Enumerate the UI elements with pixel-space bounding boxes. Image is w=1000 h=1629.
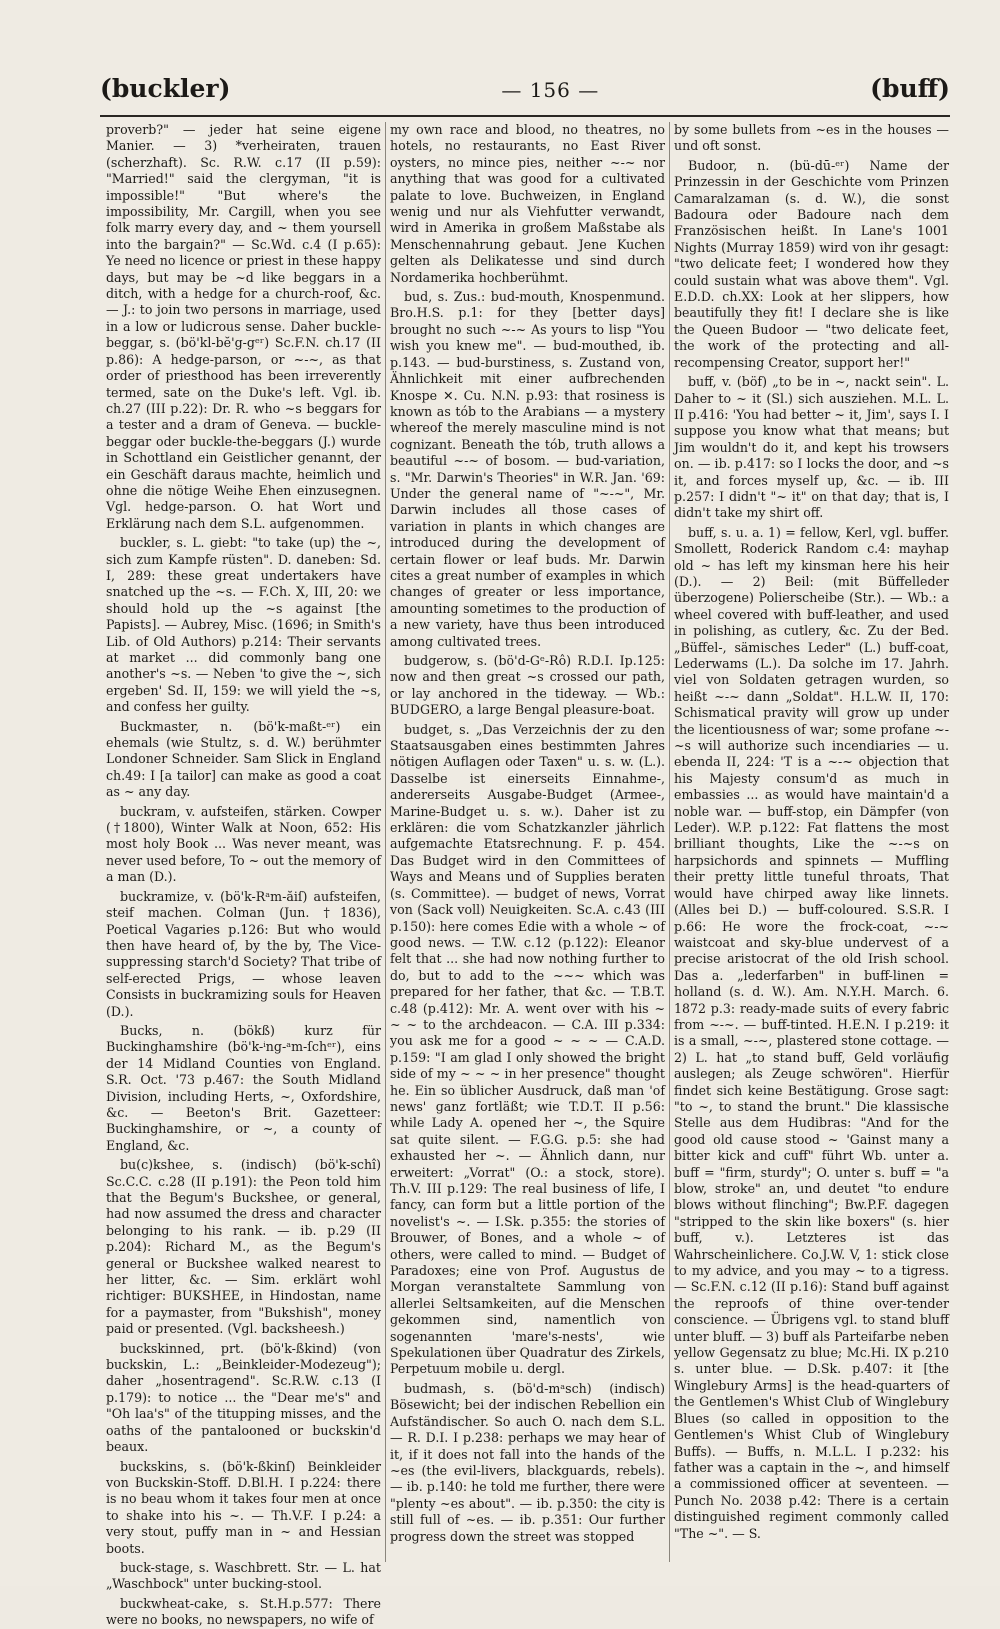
dictionary-entry: buckramize, v. (bö'k-Rᵃm-ăiſ) aufsteifen, steif machen. Colman (Jun. †1836), Poetical Vagaries p.126: But who would then have heard of, by the by, The Vice-suppressing starch'd Society? That tribe of self-erected Prigs, — whose leaven Consists in buckramizing souls for Heaven (D.). xyxy=(106,888,381,1019)
column-2 xyxy=(390,122,665,1566)
dictionary-entry: budgerow, s. (bö'd-Gᵉ-Rô) R.D.I. Ip.125: now and then great ~s crossed our path, or lay anchored in the tideway. — Wb.: BUDGERO, a large Bengal pleasure-boat. xyxy=(390,653,665,718)
dictionary-entry: Buckmaster, n. (bö'k-maßt-ᵉʳ) ein ehemals (wie Stultz, s. d. W.) berühmter Londoner Schneider. Sam Slick in England ch.49: I [a tailor] can make as good a coat as ~ any day. xyxy=(106,718,381,800)
dictionary-entry: buckram, v. aufsteifen, stärken. Cowper (†1800), Winter Walk at Noon, 652: His most holy Book ... Was never meant, was never used before, To ~ out the memory of a man (D.). xyxy=(106,803,381,885)
dictionary-entry: buckwheat-cake, s. St.H.p.577: There were no books, no newspapers, no wife of xyxy=(106,1595,381,1628)
dictionary-entry: bud, s. Zus.: bud-mouth, Knospenmund. Bro.H.S. p.1: for they [better days] brought no such ~-~ As yours to lisp "You wish you knew me". — bud-mouthed, ib. p.143. — bud-burstiness, s. Zustand von, Ähnlichkeit mit einer aufbrechenden Knospe ✕. Cu. N.N. p.93: that rosiness is known as tób to the Arabians — a mystery whereof the merely masculine mind is not cognizant. Beneath the tób, truth allows a beautiful ~-~ of bosom. — bud-variation, s. "Mr. Darwin's Theories" in W.R. Jan. '69: Under the general name of "~-~", Mr. Darwin includes all those cases of variation in plants in which changes are introduced during the development of certain flower or leaf buds. Mr. Darwin cites a great number of examples in which changes of greater or less importance, amounting sometimes to the production of a new variety, have thus been introduced among cultivated trees. xyxy=(390,289,665,649)
dictionary-entry: by some bullets from ~es in the houses — und oft sonst. xyxy=(674,122,949,154)
dictionary-entry: buckskinned, prt. (bö'k-ßkind) (von buckskin, L.: „Beinkleider-Modezeug"); daher „hosentragend". Sc.R.W. c.13 (I p.179): to notice ... the "Dear me's" and "Oh laa's" of the titupping misses, and the oaths of the pantalooned or buckskin'd beaux. xyxy=(106,1340,381,1455)
column-1 xyxy=(106,122,381,1628)
right-headword: (buff) xyxy=(870,74,950,103)
left-headword: (buckler) xyxy=(100,74,231,103)
dictionary-entry: buckskins, s. (bö'k-ßkinſ) Beinkleider von Buckskin-Stoff. D.Bl.H. I p.224: there is no beau whom it takes four men at once to shake into his ~. — Th.V.F. I p.24: a very stout, puffy man in ~ and Hessian boots. xyxy=(106,1458,381,1556)
page-number: — 156 — xyxy=(501,78,600,102)
page-header xyxy=(100,74,950,114)
dictionary-entry: my own race and blood, no theatres, no hotels, no restaurants, no East River oysters, no mince pies, neither ~-~ nor anything that was good for a cultivated palate to love. Buchweizen, in England wenig und nur als Viehfutter verwandt, wird in Amerika in großem Maßstabe als Menschennahrung gebaut. Jene Kuchen gelten als Delikatesse und sind durch Nordamerika hochberühmt. xyxy=(390,122,665,285)
column-divider xyxy=(669,122,670,1562)
dictionary-entry: buff, v. (böf) „to be in ~, nackt sein". L. Daher to ~ it (Sl.) sich ausziehen. M.L. L. II p.416: 'You had better ~ it, Jim', says I. I suppose you know what that means; but Jim wouldn't do it, and kept his trowsers on. — ib. p.417: so I locks the door, and ~s it, and forces myself up, &c. — ib. III p.257: I didn't "~ it" on that day; that is, I didn't take my shirt off. xyxy=(674,374,949,521)
column-3 xyxy=(674,122,949,1566)
dictionary-entry: budget, s. „Das Verzeichnis der zu den Staatsausgaben eines bestimmten Jahres nötigen Auflagen oder Taxen" u. s. w. (L.). Dasselbe ist einerseits Einnahme-, andererseits Ausgabe-Budget (Armee-, Marine-Budget u. s. w.). Daher ist zu erklären: die vom Schatzkanzler jährlich aufgemachte Etatsrechnung. F. p. 454. Das Budget wird in den Committees of Ways and Means und of Supplies beraten (s. Committee). — budget of news, Vorrat von (Sack voll) Neuigkeiten. Sc.A. c.43 (III p.150): here comes Edie with a whole ~ of good news. — T.W. c.12 (p.122): Eleanor felt that ... she had now nothing further to do, but to add to the ~~~ which was prepared for her father, that &c. — T.B.T. c.48 (p.412): Mr. A. went over with his ~ ~ ~ to the archdeacon. — C.A. III p.334: you ask me for a good ~ ~ ~ — C.A.D. p.159: "I am glad I only showed the bright side of my ~ ~ ~ in her presence" thought he. Ein so üblicher Ausdruck, daß man 'of news' ganz fortläßt; wie T.D.T. II p.56: while Lady A. opened her ~, the Squire sat quite silent. — F.G.G. p.5: she had exhausted her ~. — Ähnlich dann, nur erweitert: „Vorrat" (O.: a stock, store). Th.V. III p.129: The real business of life, I fancy, can form but a little portion of the novelist's ~. — I.Sk. p.355: the stories of Brouwer, of Bones, and a whole ~ of others, were called to mind. — Budget of Paradoxes; eine von Prof. Augustus de Morgan veranstaltete Sammlung von allerlei Seltsamkeiten, auf die Menschen gekommen sind, namentlich von sogenannten 'mare's-nests', wie Spekulationen über Quadratur des Zirkels, Perpetuum mobile u. dergl. xyxy=(390,721,665,1377)
dictionary-entry: bu(c)kshee, s. (indisch) (bö'k-schî) Sc.C.C. c.28 (II p.191): the Peon told him that the Begum's Buckshee, or general, had now assumed the dress and character belonging to his rank. — ib. p.29 (II p.204): Richard M., as the Begum's general or Buckshee walked nearest to her litter, &c. — Sim. erklärt wohl richtiger: BUKSHEE, in Hindostan, name for a paymaster, from "Bukshish", money paid or presented. (Vgl. backsheesh.) xyxy=(106,1157,381,1337)
dictionary-entry: budmash, s. (bö'd-mᵃsch) (indisch) Bösewicht; bei der indischen Rebellion ein Aufständischer. So auch O. nach dem S.L. — R. D.I. I p.238: perhaps we may hear of it, if it does not fall into the hands of the ~es (the evil-livers, blackguards, rebels). — ib. p.140: he told me further, there were "plenty ~es about". — ib. p.350: the city is still full of ~es. — ib. p.351: Our further progress down the street was stopped xyxy=(390,1380,665,1544)
column-divider xyxy=(385,122,386,1562)
dictionary-entry: buckler, s. L. giebt: "to take (up) the ~, sich zum Kampfe rüsten". D. daneben: Sd. I, 289: these great undertakers have snatched up the ~s. — F.Ch. X, III, 20: we should hold up the ~s against [the Papists]. — Aubrey, Misc. (1696; in Smith's Lib. of Old Authors) p.214: Their servants at market ... did commonly bang one another's ~s. — Neben 'to give the ~, sich ergeben' Sd. II, 159: we will yield the ~s, and confess her guilty. xyxy=(106,535,381,715)
dictionary-entry: Budoor, n. (bü-dū-ᵉʳ) Name der Prinzessin in der Geschichte vom Prinzen Camaralzaman (s. d. W.), die sonst Badoura oder Badoure nach dem Französischen heißt. In Lane's 1001 Nights (Murray 1859) wird von ihr gesagt: "two delicate feet; I wondered how they could sustain what was above them". Vgl. E.D.D. ch.XX: Look at her slippers, how beautifully they fit! I declare she is like the Queen Budoor — "two delicate feet, the work of the protecting and all-recompensing Creator, support her!" xyxy=(674,157,949,370)
dictionary-entry: buff, s. u. a. 1) = fellow, Kerl, vgl. buffer. Smollett, Roderick Random c.4: mayhap old ~ has left my kinsman here his heir (D.). — 2) Beil: (mit Büffelleder überzogene) Polierscheibe (Str.). — Wb.: a wheel covered with buff-leather, and used in polishing, as cutlery, &c. Zu der Bed. „Büffel-, sämisches Leder" (L.) buff-coat, Lederwams (L.). Da solche im 17. Jahrh. viel von Soldaten getragen wurden, so heißt ~-~ dann „Soldat". H.L.W. II, 170: Schismatical pravity will grow up under the licentiousness of war; some profane ~-~s will authorize such incendiaries — u. ebenda II, 224: 'T is a ~-~ objection that his Majesty consum'd as much in embassies ... as would have maintain'd a noble war. — buff-stop, ein Dämpfer (von Leder). W.P. p.122: Fat flattens the most brilliant thoughts, Like the ~-~s on harpsichords and spinnets — Muffling their pretty little tuneful throats, That would have chirped away like linnets. (Alles bei D.) — buff-coloured. S.S.R. I p.66: He wore the frock-coat, ~-~ waistcoat and sky-blue undervest of a precise aristocrat of the old Irish school. Das a. „lederfarben" in buff-linen = holland (s. d. W.). Am. N.Y.H. March. 6. 1872 p.3: ready-made suits of every fabric from ~-~. — buff-tinted. H.E.N. I p.219: it is a small, ~-~, plastered stone cottage. — 2) L. hat „to stand buff, Geld vorläufig auslegen; als Zeuge schwören". Hierfür findet sich keine Bestätigung. Grose sagt: "to ~, to stand the brunt." Die klassische Stelle aus dem Hudibras: "And for the good old cause stood ~ 'Gainst many a bitter kick and cuff" führt Wb. unter a. buff = "firm, sturdy"; O. unter s. buff = "a blow, stroke" an, und deutet "to endure blows without flinching"; Bw.P.F. dagegen "stripped to the skin like boxers" (s. hier buff, v.). Letzteres ist das Wahrscheinlichere. Co.J.W. V, 1: stick close to my advice, and you may ~ to a tigress. — Sc.F.N. c.12 (II p.16): Stand buff against the reproofs of thine over-tender conscience. — Übrigens vgl. to stand bluff unter bluff. — 3) buff als Parteifarbe neben yellow Gegensatz zu blue; Mc.Hi. IX p.210 s. unter blue. — D.Sk. p.407: it [the Winglebury Arms] is the head-quarters of the Gentlemen's Whist Club of Winglebury Blues (so called in opposition to the Gentlemen's Whist Club of Winglebury Buffs). — Buffs, n. M.L.L. I p.232: his father was a captain in the ~, and himself a commissioned officer at seventeen. — Punch No. 2038 p.42: There is a certain distinguished regiment commonly called "The ~". — S. xyxy=(674,524,949,1541)
header-rule xyxy=(100,115,950,117)
dictionary-entry: proverb?" — jeder hat seine eigene Manier. — 3) *verheiraten, trauen (scherzhaft). Sc. R.W. c.17 (II p.59): "Married!" said the clergyman, "it is impossible!" "But where's the impossibility, Mr. Cargill, when you see folk marry every day, and ~ them yoursell into the bargain?" — Sc.Wd. c.4 (I p.65): Ye need no licence or priest in these happy days, but may be ~d like beggars in a ditch, with a hedge for a church-roof, &c. — J.: to join two persons in marriage, used in a low or ludicrous sense. Daher buckle-beggar, s. (bö'kl-bĕ'g-gᵉʳ) Sc.F.N. ch.17 (II p.86): A hedge-parson, or ~-~, as that order of priesthood has been irreverently termed, sate on the Duke's left. Vgl. ib. ch.27 (III p.22): Dr. R. who ~s beggars for a tester and a dram of Geneva. — buckle-beggar oder buckle-the-beggars (J.) wurde in Schottland ein Geistlicher genannt, der ein Geschäft daraus machte, heimlich und ohne die nötige Weihe Ehen einzusegnen. Vgl. hedge-parson. O. hat Wort und Erklärung nach dem S.L. aufgenommen. xyxy=(106,122,381,531)
dictionary-entry: Bucks, n. (bökß) kurz für Buckinghamshire (bö'k-ⁱng-ᵃm-ſchᵉʳ), eins der 14 Midland Counties von England. S.R. Oct. '73 p.467: the South Midland Division, including Herts, ~, Oxfordshire, &c. — Beeton's Brit. Gazetteer: Buckinghamshire, or ~, a county of England, &c. xyxy=(106,1022,381,1153)
dictionary-entry: buck-stage, s. Waschbrett. Str. — L. hat „Waschbock" unter bucking-stool. xyxy=(106,1559,381,1592)
